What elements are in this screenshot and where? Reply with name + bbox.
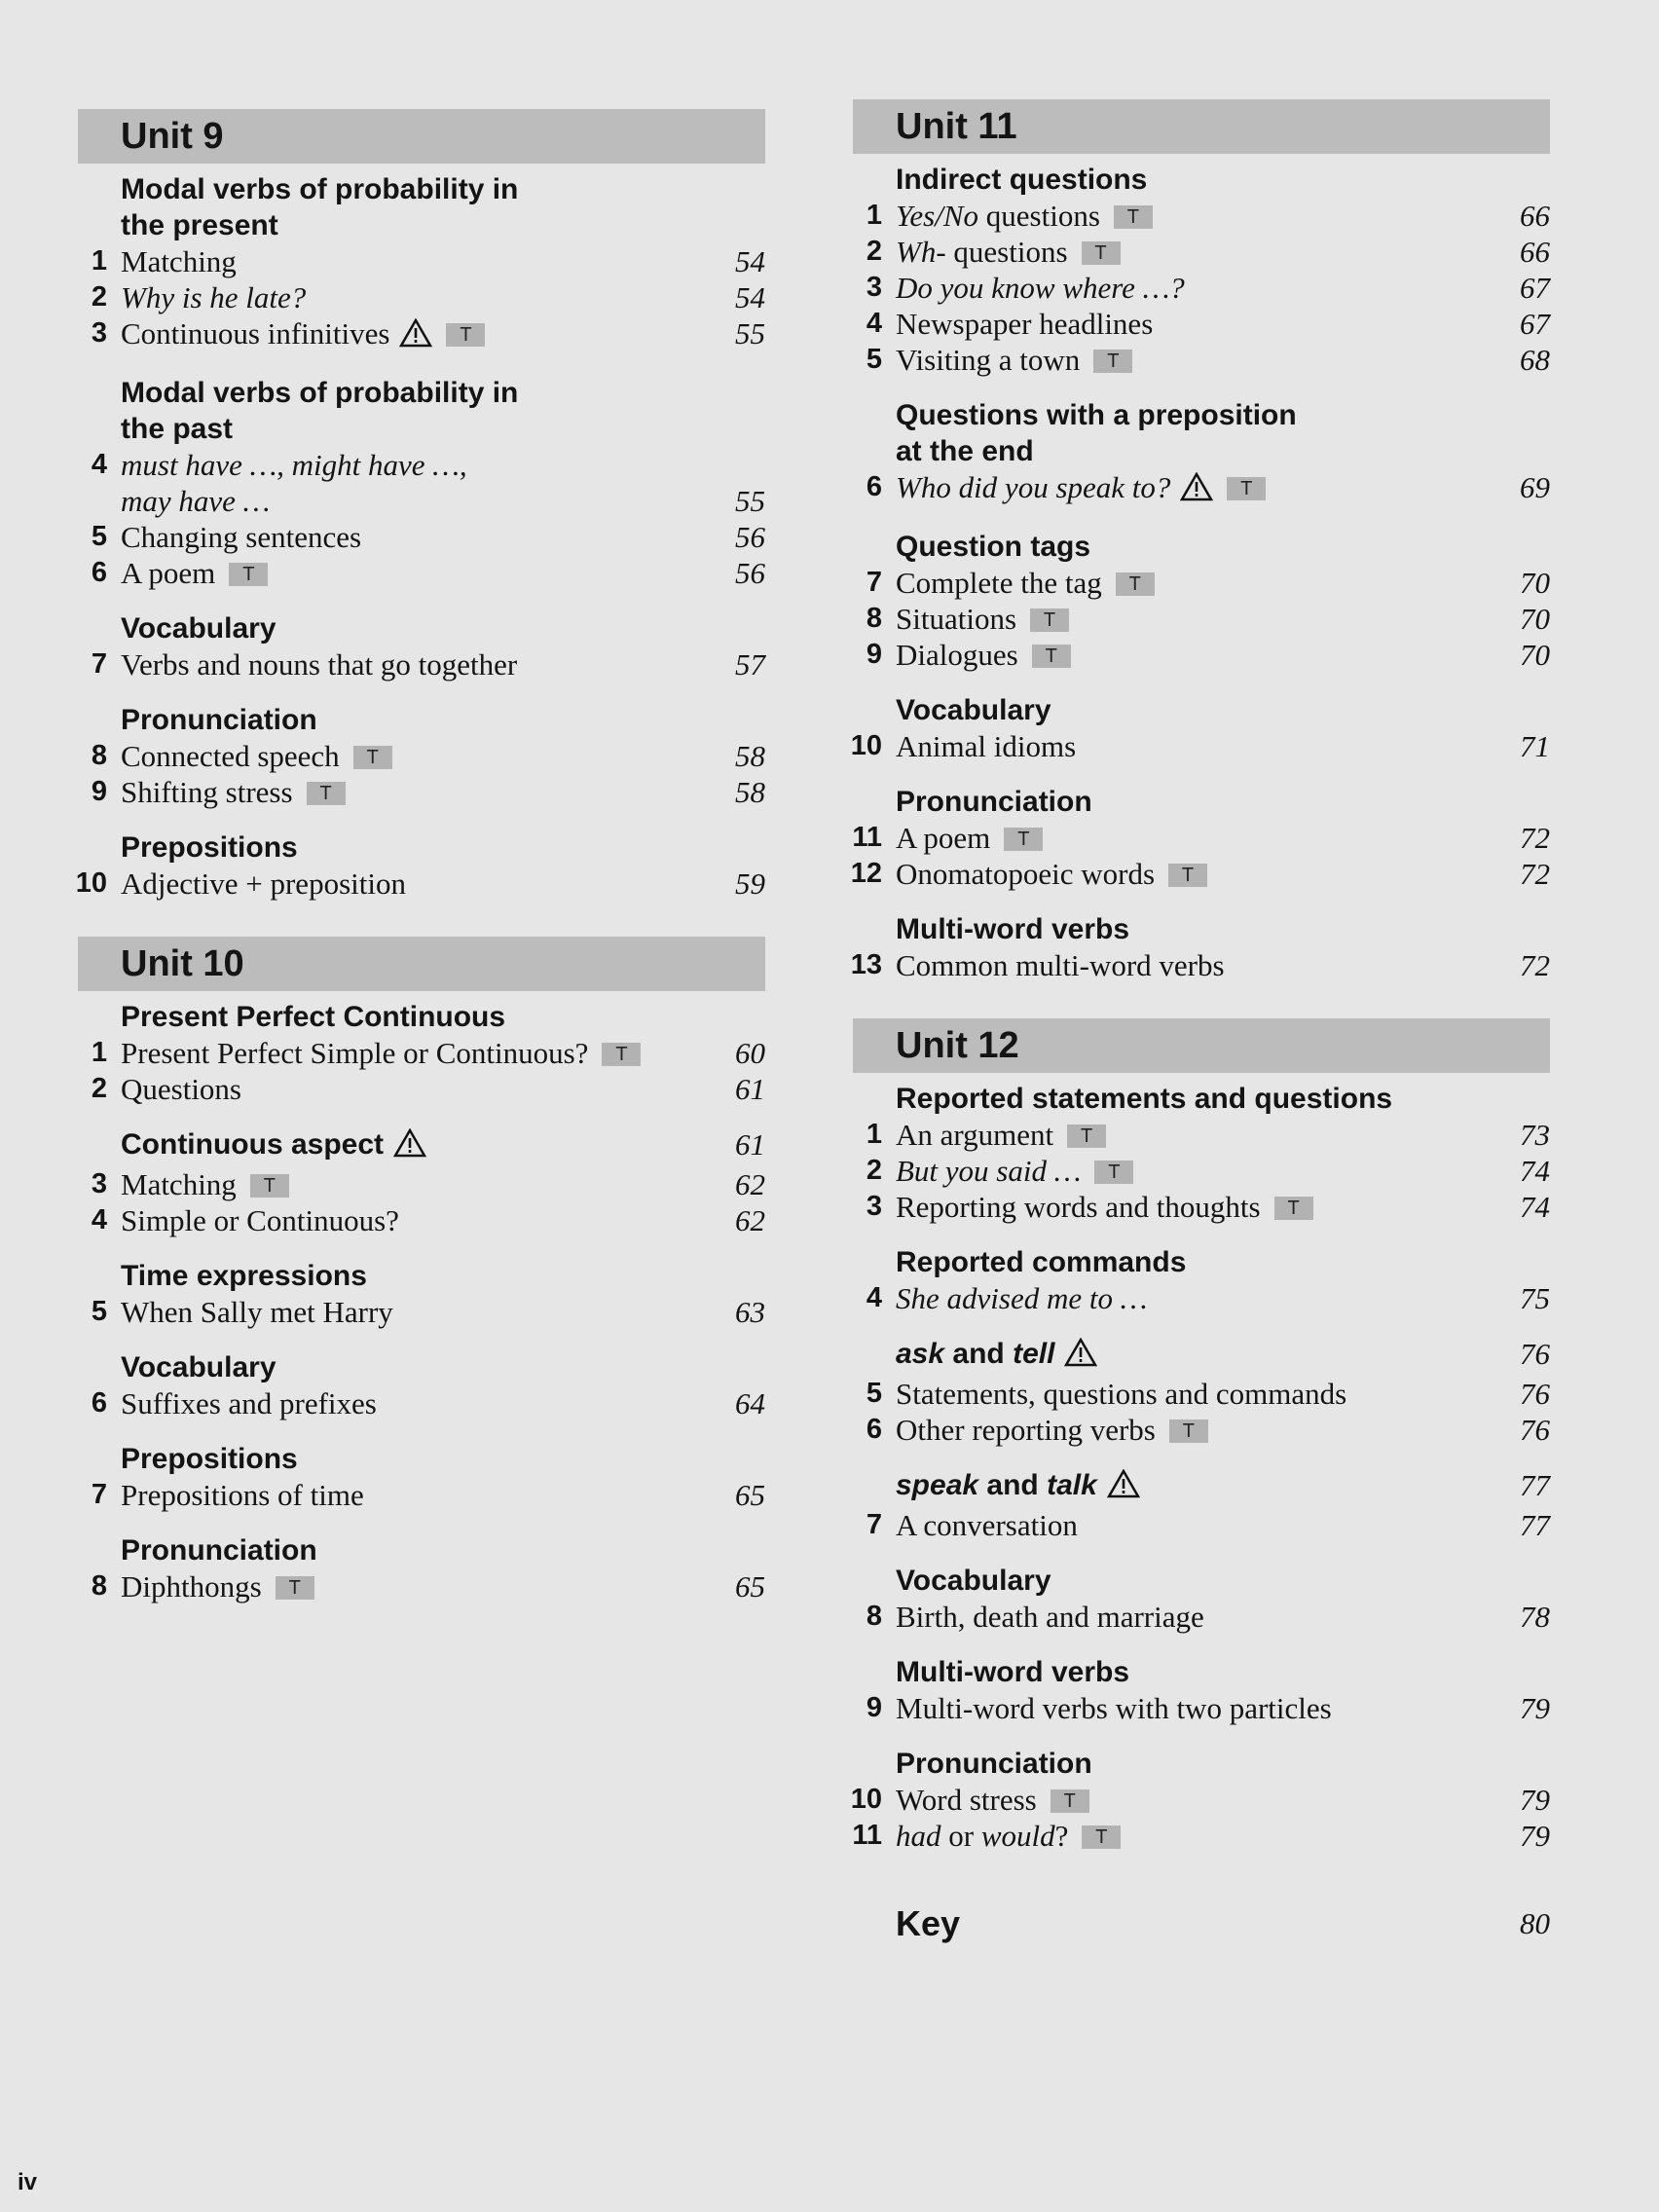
contents-section bbox=[78, 1126, 765, 1238]
exercise-number: 4 bbox=[866, 1282, 882, 1313]
page-number: 54 bbox=[735, 280, 765, 314]
section-title-part: ask bbox=[896, 1338, 945, 1370]
exercise-number: 5 bbox=[91, 521, 107, 552]
page-number: 56 bbox=[735, 556, 765, 590]
exercise-item bbox=[78, 1477, 765, 1513]
exercise-title: Reporting words and thoughts bbox=[896, 1190, 1261, 1224]
exercise-item bbox=[853, 469, 1550, 509]
exercise-title: An argument bbox=[896, 1118, 1054, 1152]
exercise-item bbox=[78, 1568, 765, 1604]
page-number: 62 bbox=[735, 1203, 765, 1237]
contents-section bbox=[853, 1467, 1550, 1543]
tapescript-badge: T bbox=[276, 1576, 314, 1600]
section-title bbox=[853, 1336, 1550, 1376]
exercise-title: Who did you speak to? bbox=[896, 470, 1171, 504]
exercise-item bbox=[78, 447, 765, 483]
exercise-item bbox=[78, 1202, 765, 1238]
tapescript-badge: T bbox=[1082, 1825, 1121, 1849]
page-number: 65 bbox=[735, 1569, 765, 1604]
section-title bbox=[78, 999, 765, 1035]
page-number: 79 bbox=[1520, 1819, 1550, 1853]
page-number: 75 bbox=[1520, 1281, 1550, 1315]
contents-section bbox=[853, 1244, 1550, 1316]
section-title bbox=[853, 1654, 1550, 1690]
section-title-text: Reported commands bbox=[896, 1246, 1187, 1278]
exercise-item bbox=[78, 555, 765, 591]
exercise-number: 8 bbox=[866, 603, 882, 634]
tapescript-badge: T bbox=[250, 1174, 289, 1198]
contents-section bbox=[853, 529, 1550, 673]
section-title bbox=[853, 1746, 1550, 1782]
exercise-item bbox=[850, 947, 1550, 983]
page-number: 79 bbox=[1520, 1691, 1550, 1725]
page-number: 69 bbox=[1520, 470, 1550, 504]
tapescript-badge: T bbox=[1274, 1197, 1313, 1220]
unit-heading: Unit 12 bbox=[853, 1018, 1550, 1073]
page-number: 67 bbox=[1520, 271, 1550, 305]
warning-icon bbox=[1180, 472, 1213, 509]
section-title-text: Pronunciation bbox=[896, 1748, 1092, 1780]
section-title-text: Time expressions bbox=[121, 1260, 367, 1292]
exercise-title: Suffixes and prefixes bbox=[121, 1386, 377, 1420]
exercise-item bbox=[78, 1071, 765, 1107]
unit-block bbox=[850, 1018, 1550, 1854]
warning-icon bbox=[1064, 1338, 1097, 1376]
tapescript-badge: T bbox=[446, 323, 485, 347]
exercise-number: 12 bbox=[850, 858, 882, 889]
warning-icon bbox=[393, 1128, 426, 1166]
tapescript-badge: T bbox=[602, 1043, 641, 1066]
exercise-item bbox=[78, 1385, 765, 1421]
section-title-line2: the past bbox=[121, 413, 234, 445]
contents-column-left bbox=[75, 109, 765, 1624]
section-title-part: and bbox=[944, 1338, 1014, 1370]
exercise-number: 1 bbox=[866, 1119, 882, 1150]
unit-block bbox=[78, 937, 765, 1604]
exercise-title: Matching bbox=[121, 244, 237, 278]
exercise-number: 2 bbox=[91, 1073, 107, 1104]
section-title-text: Continuous aspect bbox=[121, 1128, 385, 1161]
exercise-item bbox=[853, 1818, 1550, 1854]
contents-section bbox=[850, 1746, 1550, 1854]
section-title-text: Pronunciation bbox=[121, 704, 317, 736]
exercise-number: 4 bbox=[91, 449, 107, 480]
contents-section bbox=[850, 692, 1550, 764]
section-title-part: tell bbox=[1013, 1338, 1055, 1370]
section-title bbox=[853, 1563, 1550, 1599]
exercise-title: Situations bbox=[896, 602, 1017, 636]
exercise-number: 1 bbox=[866, 200, 882, 231]
page-number: 72 bbox=[1520, 821, 1550, 855]
exercise-number: 4 bbox=[91, 1204, 107, 1235]
contents-section bbox=[78, 1441, 765, 1513]
unit-block bbox=[75, 109, 765, 902]
exercise-number: 4 bbox=[866, 308, 882, 339]
section-title bbox=[78, 610, 765, 646]
page-number: 70 bbox=[1520, 602, 1550, 636]
exercise-item bbox=[850, 856, 1550, 892]
section-title bbox=[78, 1349, 765, 1385]
exercise-title: must have …, might have …, bbox=[121, 448, 467, 482]
page-number: 74 bbox=[1520, 1190, 1550, 1224]
section-title-text: Vocabulary bbox=[896, 1565, 1051, 1597]
page-number: 65 bbox=[735, 1478, 765, 1512]
page-number: 77 bbox=[1520, 1508, 1550, 1542]
section-title-text: Prepositions bbox=[121, 831, 298, 864]
exercise-item bbox=[853, 820, 1550, 856]
section-title-text: Modal verbs of probability in bbox=[121, 173, 519, 205]
page-number: 63 bbox=[735, 1295, 765, 1329]
exercise-item bbox=[853, 1690, 1550, 1726]
page-number: 78 bbox=[1520, 1600, 1550, 1634]
exercise-item bbox=[853, 1153, 1550, 1189]
tapescript-badge: T bbox=[1093, 350, 1132, 373]
section-title-text: Prepositions bbox=[121, 1443, 298, 1475]
section-title bbox=[78, 1258, 765, 1294]
exercise-title-rest: questions bbox=[945, 235, 1068, 269]
contents-section bbox=[850, 911, 1550, 983]
tapescript-badge: T bbox=[1094, 1161, 1133, 1184]
section-title-text: Pronunciation bbox=[121, 1534, 317, 1567]
exercise-item bbox=[853, 234, 1550, 270]
exercise-title-rest: questions bbox=[978, 199, 1100, 233]
exercise-title: Visiting a town bbox=[896, 343, 1081, 377]
exercise-title-part: ? bbox=[1054, 1819, 1069, 1853]
exercise-title: Simple or Continuous? bbox=[121, 1203, 399, 1237]
exercise-number: 3 bbox=[91, 317, 107, 349]
section-title bbox=[78, 1126, 765, 1166]
exercise-title: Connected speech bbox=[121, 739, 340, 773]
exercise-item bbox=[853, 1412, 1550, 1448]
section-title-text: Present Perfect Continuous bbox=[121, 1001, 506, 1033]
exercise-title: Other reporting verbs bbox=[896, 1413, 1156, 1447]
contents-section bbox=[78, 375, 765, 591]
section-title-text: Vocabulary bbox=[121, 612, 276, 645]
contents-section bbox=[853, 1654, 1550, 1726]
section-title-part: and bbox=[978, 1469, 1048, 1501]
section-title-text: Multi-word verbs bbox=[896, 913, 1130, 945]
page-number: 59 bbox=[735, 866, 765, 901]
exercise-number: 6 bbox=[91, 1387, 107, 1419]
tapescript-badge: T bbox=[1114, 205, 1153, 229]
exercise-item bbox=[853, 1507, 1550, 1543]
contents-section bbox=[853, 1563, 1550, 1635]
exercise-item bbox=[853, 1117, 1550, 1153]
page-number: 70 bbox=[1520, 566, 1550, 600]
section-title bbox=[853, 911, 1550, 947]
tapescript-badge: T bbox=[1169, 1419, 1208, 1443]
exercise-item bbox=[853, 1280, 1550, 1316]
exercise-number: 10 bbox=[75, 867, 107, 899]
exercise-item bbox=[78, 1294, 765, 1330]
section-title-part: talk bbox=[1047, 1469, 1097, 1501]
contents-section bbox=[850, 784, 1550, 892]
exercise-item bbox=[853, 1189, 1550, 1225]
exercise-title: Shifting stress bbox=[121, 775, 293, 809]
exercise-number: 2 bbox=[866, 236, 882, 267]
contents-column-right bbox=[850, 99, 1550, 1945]
exercise-item bbox=[78, 279, 765, 315]
contents-section bbox=[853, 162, 1550, 378]
exercise-title: When Sally met Harry bbox=[121, 1295, 393, 1329]
contents-section bbox=[78, 1258, 765, 1330]
page-number: 73 bbox=[1520, 1118, 1550, 1152]
page-number: 68 bbox=[1520, 343, 1550, 377]
exercise-number: 10 bbox=[850, 1784, 882, 1815]
exercise-title: Adjective + preposition bbox=[121, 866, 406, 901]
exercise-item bbox=[853, 1376, 1550, 1412]
exercise-title-part: or bbox=[940, 1819, 981, 1853]
exercise-number: 5 bbox=[866, 344, 882, 375]
contents-section bbox=[853, 1081, 1550, 1225]
exercise-title: Animal idioms bbox=[896, 729, 1077, 763]
page-number: 60 bbox=[735, 1036, 765, 1070]
tapescript-badge: T bbox=[1227, 477, 1266, 500]
section-title-line2: the present bbox=[121, 209, 278, 241]
contents-section bbox=[78, 1532, 765, 1604]
section-title-text: Pronunciation bbox=[896, 786, 1092, 818]
exercise-title: Multi-word verbs with two particles bbox=[896, 1691, 1332, 1725]
section-title-text: Indirect questions bbox=[896, 164, 1148, 196]
section-title bbox=[78, 702, 765, 738]
unit-heading: Unit 10 bbox=[78, 937, 765, 991]
exercise-number: 10 bbox=[850, 730, 882, 761]
exercise-title: Prepositions of time bbox=[121, 1478, 364, 1512]
page-number: 80 bbox=[1520, 1906, 1550, 1940]
exercise-title-part: had bbox=[896, 1819, 941, 1853]
page-number: 55 bbox=[735, 484, 765, 518]
page-number: 54 bbox=[735, 244, 765, 278]
page-number: iv bbox=[18, 2169, 38, 2195]
page-number: 61 bbox=[735, 1072, 765, 1106]
page-number: 72 bbox=[1520, 948, 1550, 982]
page-number: 57 bbox=[735, 647, 765, 682]
page-number: 70 bbox=[1520, 638, 1550, 672]
exercise-title: A poem bbox=[896, 821, 991, 855]
exercise-item bbox=[78, 738, 765, 774]
tapescript-badge: T bbox=[1082, 241, 1121, 265]
section-title-text: Multi-word verbs bbox=[896, 1656, 1130, 1688]
exercise-number: 6 bbox=[866, 1414, 882, 1445]
exercise-title: Word stress bbox=[896, 1783, 1037, 1817]
tapescript-badge: T bbox=[229, 563, 268, 586]
exercise-number: 13 bbox=[850, 949, 882, 980]
section-title-text: Modal verbs of probability in bbox=[121, 377, 519, 409]
page-number: 71 bbox=[1520, 729, 1550, 763]
key-entry bbox=[853, 1902, 1550, 1945]
contents-section bbox=[78, 702, 765, 810]
contents-section bbox=[853, 1336, 1550, 1448]
section-title bbox=[853, 692, 1550, 728]
tapescript-badge: T bbox=[1116, 572, 1155, 596]
key-label: Key bbox=[896, 1903, 961, 1943]
warning-icon bbox=[1107, 1469, 1140, 1507]
section-title bbox=[853, 1467, 1550, 1507]
page-number: 76 bbox=[1520, 1337, 1550, 1371]
exercise-title: Why is he late? bbox=[121, 280, 307, 314]
exercise-item bbox=[78, 1166, 765, 1202]
exercise-number: 7 bbox=[91, 648, 107, 680]
exercise-title: Statements, questions and commands bbox=[896, 1377, 1347, 1411]
exercise-title-italic: Yes/No bbox=[896, 199, 979, 233]
exercise-item bbox=[853, 306, 1550, 342]
page-number: 76 bbox=[1520, 1377, 1550, 1411]
exercise-number: 8 bbox=[866, 1601, 882, 1632]
exercise-number: 2 bbox=[866, 1155, 882, 1186]
exercise-title: A poem bbox=[121, 556, 216, 590]
exercise-title: Present Perfect Simple or Continuous? bbox=[121, 1036, 589, 1070]
exercise-title: She advised me to … bbox=[896, 1281, 1148, 1315]
exercise-item bbox=[853, 601, 1550, 637]
contents-section bbox=[78, 1349, 765, 1421]
exercise-item bbox=[75, 866, 765, 902]
exercise-number: 3 bbox=[866, 272, 882, 303]
exercise-title: Birth, death and marriage bbox=[896, 1600, 1204, 1634]
page-number: 66 bbox=[1520, 235, 1550, 269]
exercise-title: Continuous infinitives bbox=[121, 316, 390, 350]
page-number: 66 bbox=[1520, 199, 1550, 233]
page-number: 58 bbox=[735, 775, 765, 809]
exercise-number: 1 bbox=[91, 1037, 107, 1068]
contents-section bbox=[78, 171, 765, 355]
section-title bbox=[78, 1532, 765, 1568]
page-number: 56 bbox=[735, 520, 765, 554]
exercise-number: 3 bbox=[91, 1168, 107, 1199]
page-number: 55 bbox=[735, 316, 765, 350]
section-title bbox=[853, 1244, 1550, 1280]
exercise-title: may have … bbox=[121, 484, 271, 518]
contents-section bbox=[78, 999, 765, 1107]
tapescript-badge: T bbox=[1004, 828, 1043, 851]
exercise-title: Do you know where …? bbox=[896, 271, 1185, 305]
section-title bbox=[853, 397, 1550, 433]
page-number: 64 bbox=[735, 1386, 765, 1420]
page-number: 58 bbox=[735, 739, 765, 773]
exercise-number: 7 bbox=[866, 1509, 882, 1540]
page-number: 67 bbox=[1520, 307, 1550, 341]
page-number: 76 bbox=[1520, 1413, 1550, 1447]
exercise-title: But you said … bbox=[896, 1154, 1082, 1188]
exercise-number: 3 bbox=[866, 1191, 882, 1222]
exercise-number: 9 bbox=[866, 1692, 882, 1723]
tapescript-badge: T bbox=[1067, 1124, 1106, 1148]
section-title-line2: at the end bbox=[896, 435, 1034, 467]
page-number: 62 bbox=[735, 1167, 765, 1201]
section-title bbox=[78, 171, 765, 207]
exercise-item bbox=[78, 774, 765, 810]
section-title-text: Question tags bbox=[896, 531, 1091, 563]
exercise-title: A conversation bbox=[896, 1508, 1078, 1542]
tapescript-badge: T bbox=[1051, 1789, 1089, 1813]
page-number: 74 bbox=[1520, 1154, 1550, 1188]
exercise-title: Common multi-word verbs bbox=[896, 948, 1225, 982]
unit-block bbox=[850, 99, 1550, 983]
exercise-item bbox=[850, 728, 1550, 764]
warning-icon bbox=[399, 318, 432, 355]
exercise-item bbox=[78, 315, 765, 355]
section-title bbox=[78, 1441, 765, 1477]
exercise-item bbox=[853, 565, 1550, 601]
exercise-item bbox=[78, 646, 765, 682]
tapescript-badge: T bbox=[307, 782, 346, 805]
section-title-text: Questions with a preposition bbox=[896, 399, 1297, 431]
exercise-number: 11 bbox=[852, 822, 882, 853]
exercise-item bbox=[853, 1599, 1550, 1635]
section-title bbox=[853, 162, 1550, 198]
exercise-number: 9 bbox=[91, 776, 107, 807]
exercise-title: Newspaper headlines bbox=[896, 307, 1154, 341]
exercise-number: 7 bbox=[866, 567, 882, 598]
contents-section bbox=[78, 610, 765, 682]
exercise-number: 6 bbox=[866, 471, 882, 502]
section-title bbox=[853, 784, 1550, 820]
exercise-item bbox=[853, 270, 1550, 306]
exercise-item bbox=[853, 198, 1550, 234]
exercise-number: 5 bbox=[866, 1378, 882, 1409]
section-title-text: Vocabulary bbox=[121, 1351, 276, 1383]
exercise-item bbox=[78, 1035, 765, 1071]
page-number: 61 bbox=[735, 1127, 765, 1161]
unit-heading: Unit 9 bbox=[78, 109, 765, 164]
exercise-number: 7 bbox=[91, 1479, 107, 1510]
tapescript-badge: T bbox=[1168, 864, 1207, 887]
exercise-item bbox=[78, 243, 765, 279]
exercise-title: Diphthongs bbox=[121, 1569, 262, 1604]
exercise-title: Onomatopoeic words bbox=[896, 857, 1156, 891]
page-number: 72 bbox=[1520, 857, 1550, 891]
contents-section bbox=[75, 830, 765, 902]
tapescript-badge: T bbox=[353, 746, 392, 769]
exercise-title: Dialogues bbox=[896, 638, 1018, 672]
section-title bbox=[853, 1081, 1550, 1117]
exercise-number: 5 bbox=[91, 1296, 107, 1327]
unit-heading: Unit 11 bbox=[853, 99, 1550, 154]
contents-section bbox=[853, 397, 1550, 509]
exercise-title-part: would bbox=[980, 1819, 1055, 1853]
page-number: 77 bbox=[1520, 1468, 1550, 1502]
exercise-number: 2 bbox=[91, 281, 107, 313]
exercise-item bbox=[850, 1782, 1550, 1818]
exercise-title: Changing sentences bbox=[121, 520, 362, 554]
section-title bbox=[78, 375, 765, 411]
tapescript-badge: T bbox=[1032, 645, 1071, 668]
exercise-title: Questions bbox=[121, 1072, 241, 1106]
section-title-text: Vocabulary bbox=[896, 694, 1051, 726]
exercise-number: 6 bbox=[91, 557, 107, 588]
exercise-item bbox=[78, 483, 765, 519]
exercise-number: 9 bbox=[866, 639, 882, 670]
section-title-part: speak bbox=[896, 1469, 979, 1501]
exercise-title: Matching bbox=[121, 1167, 237, 1201]
exercise-number: 1 bbox=[91, 245, 107, 276]
exercise-title: Verbs and nouns that go together bbox=[121, 647, 518, 682]
exercise-number: 8 bbox=[91, 1570, 107, 1602]
exercise-item bbox=[853, 637, 1550, 673]
exercise-title: Complete the tag bbox=[896, 566, 1102, 600]
page-number: 79 bbox=[1520, 1783, 1550, 1817]
section-title bbox=[853, 529, 1550, 565]
section-title bbox=[78, 830, 765, 866]
exercise-item bbox=[78, 519, 765, 555]
exercise-item bbox=[853, 342, 1550, 378]
exercise-number: 11 bbox=[852, 1820, 882, 1851]
exercise-number: 8 bbox=[91, 740, 107, 771]
exercise-title-italic: Wh- bbox=[896, 235, 946, 269]
tapescript-badge: T bbox=[1030, 608, 1069, 632]
section-title-text: Reported statements and questions bbox=[896, 1083, 1393, 1115]
